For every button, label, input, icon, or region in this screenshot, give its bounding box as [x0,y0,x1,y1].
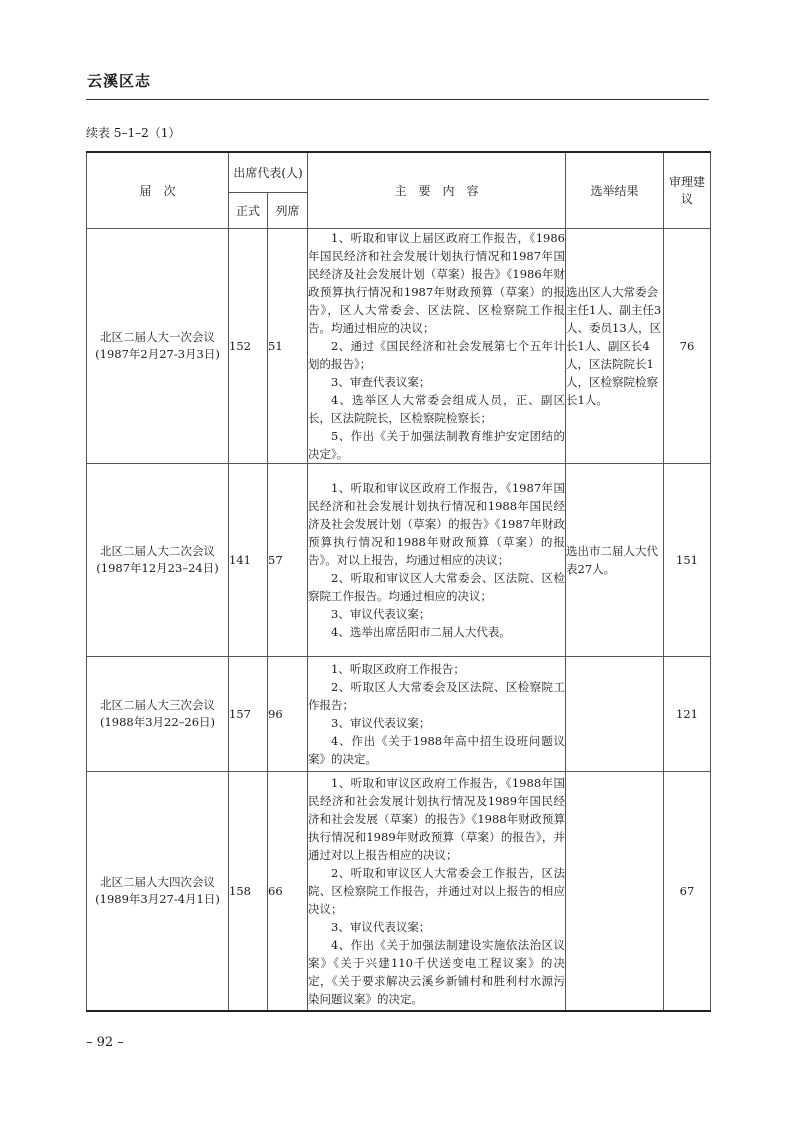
content-item: 3、审议代表议案； [331,715,431,730]
observer-count: 96 [268,656,308,771]
session-name: 北区二届人大二次会议 [100,543,215,558]
content-item: 1、听取和审议上届区政府工作报告，《1986年国民经济和社会发展计划执行情况和1987年国民经济及社会发展计划（草案）报告》《1986年财政预算执行情况和1987年财政预算（草案）的报告》，区人大常委会、区法院、区检察院工作报告。均通过相应的决议； [308,230,565,335]
table-row [87,228,711,463]
table-row [87,771,711,1011]
content-item: 2、听取和审议区人大常委会、区法院、区检察院工作报告。均通过相应的决议； [308,570,565,603]
content-item: 3、审议代表议案； [331,606,431,621]
session-name: 北区二届人大一次会议 [100,329,215,344]
page-number: – 92 – [86,1035,124,1050]
content-cell [308,656,566,771]
session-name: 北区二届人大四次会议 [100,874,215,889]
session-date: (1987年2月27-3月3日) [95,346,220,361]
content-item: 1、听取和审议区政府工作报告，《1988年国民经济和社会发展计划执行情况及1989年国民经济和社会发展（草案）的报告》《1988年财政预算执行情况和1989年财政预算（草案）的报告》，并通过对以上报告相应的决议； [308,775,565,862]
election-result [566,656,664,771]
table-row [87,463,711,656]
formal-count: 158 [229,771,268,1011]
book-title: 云溪区志 [87,72,152,90]
formal-count: 152 [229,228,268,463]
content-item: 2、通过《国民经济和社会发展第七个五年计划的报告》； [308,338,565,371]
content-item: 5、作出《关于加强法制教育维护安定团结的决定》。 [308,428,565,461]
content-item: 3、审议代表议案； [331,919,431,934]
col-header-election: 选举结果 [566,152,664,228]
content-item: 1、听取区政府工作报告； [331,661,465,676]
review-count: 67 [664,771,711,1011]
session-name: 北区二届人大三次会议 [100,697,215,712]
election-result [566,771,664,1011]
col-header-review: 审理建议 [664,152,711,228]
session-cell [87,463,229,656]
content-cell [308,228,566,463]
content-item: 4、作出《关于1988年高中招生设班问题议案》的决定。 [308,733,565,766]
observer-count: 57 [268,463,308,656]
col-header-session: 届 次 [87,152,229,228]
session-table [86,151,711,1012]
col-header-attendance: 出席代表(人) [229,152,308,192]
table-caption: 续表 5–1–2（1） [86,126,181,140]
col-header-formal: 正式 [229,192,268,228]
session-cell [87,771,229,1011]
observer-count: 66 [268,771,308,1011]
content-item: 4、选举出席岳阳市二届人大代表。 [331,624,511,639]
content-item: 4、作出《关于加强法制建设实施依法治区议案》《关于兴建110千伏送变电工程议案》的决定，《关于要求解决云溪乡新铺村和胜利村水源污染问题议案》的决定。 [308,937,565,1006]
review-count: 121 [664,656,711,771]
session-date: (1988年3月22–26日) [99,714,216,729]
col-header-content: 主 要 内 容 [308,152,566,228]
content-item: 2、听取和审议区人大常委会工作报告，区法院、区检察院工作报告，并通过对以上报告的相应决议； [308,865,565,916]
session-date: (1987年12月23–24日) [96,560,219,575]
observer-count: 51 [268,228,308,463]
election-result: 选出区人大常委会主任1人、副主任3人、委员13人，区长1人、副区长4人，区法院院长1人，区检察院检察长1人。 [566,228,664,463]
col-header-observer: 列席 [268,192,308,228]
review-count: 151 [664,463,711,656]
content-item: 1、听取和审议区政府工作报告，《1987年国民经济和社会发展计划执行情况和1988年国民经济及社会发展计划（草案）的报告》《1987年财政预算执行情况和1988年财政预算（草案）的报告》。对以上报告，均通过相应的决议； [308,480,565,567]
header-rule [86,99,709,100]
election-result: 选出市二届人大代表27人。 [566,463,664,656]
session-date: (1989年3月27-4月1日) [95,891,220,906]
content-item: 2、听取区人大常委会及区法院、区检察院工作报告； [308,679,565,712]
session-cell [87,228,229,463]
session-cell [87,656,229,771]
review-count: 76 [664,228,711,463]
content-item: 3、审查代表议案； [331,374,431,389]
formal-count: 157 [229,656,268,771]
content-item: 4、选举区人大常委会组成人员，正、副区长，区法院院长，区检察院检察长； [308,392,565,425]
formal-count: 141 [229,463,268,656]
table-row [87,656,711,771]
content-cell [308,771,566,1011]
content-cell [308,463,566,656]
